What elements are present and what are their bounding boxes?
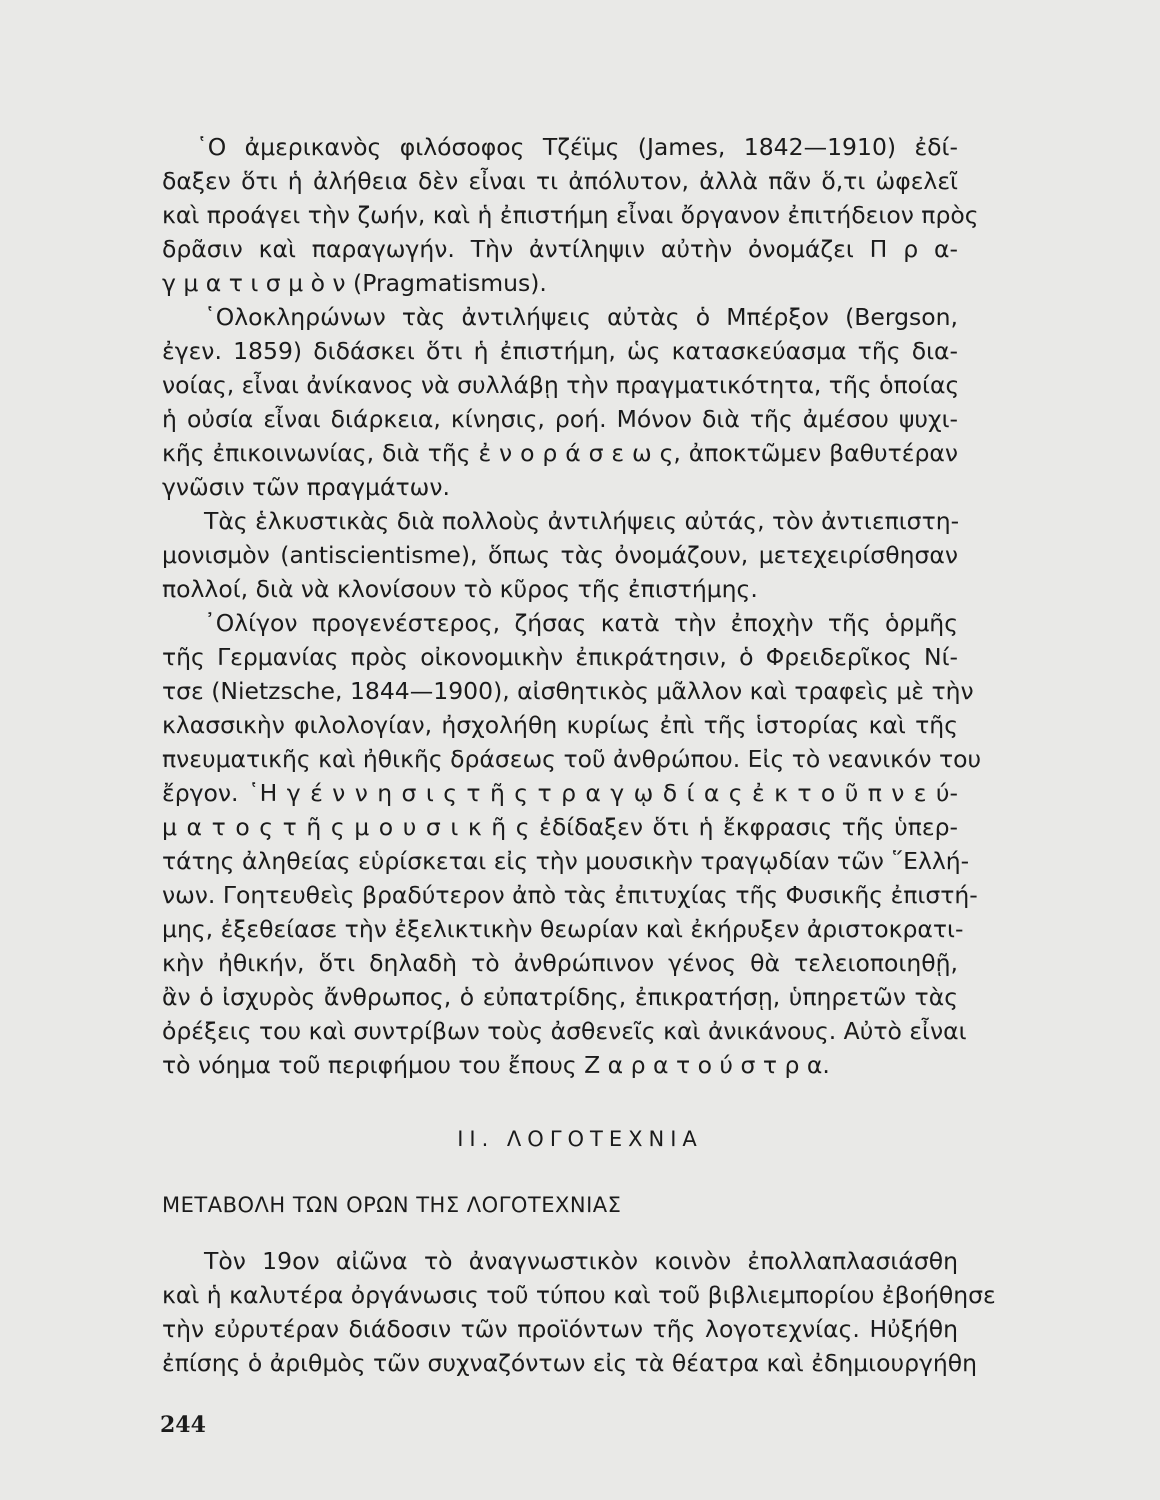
text-line: καὶ προάγει τὴν ζωήν, καὶ ἡ ἐπιστήμη εἶναι ὄργανον ἐπιτήδειον πρὸς bbox=[162, 201, 979, 229]
text-line: ῾Ολοκληρώνων τὰς ἀντιλήψεις αὐτὰς ὁ Μπέρξον (Bergson, bbox=[204, 303, 958, 331]
text-line: ἐγεν. 1859) διδάσκει ὅτι ἡ ἐπιστήμη, ὡς κατασκεύασμα τῆς δια- bbox=[162, 337, 958, 365]
text-line: πνευματικῆς καὶ ἠθικῆς δράσεως τοῦ ἀνθρώπου. Εἰς τὸ νεανικόν του bbox=[162, 745, 982, 773]
text-line: ἂν ὁ ἰσχυρὸς ἄνθρωπος, ὁ εὐπατρίδης, ἐπικρατήσῃ, ὑπηρετῶν τὰς bbox=[162, 983, 958, 1011]
text-line: τσε (Nietzsche, 1844—1900), αἰσθητικὸς μᾶλλον καὶ τραφεὶς μὲ τὴν bbox=[162, 677, 974, 705]
text-line: Τὸν 19ον αἰῶνα τὸ ἀναγνωστικὸν κοινὸν ἐπολλαπλασιάσθη bbox=[204, 1247, 958, 1275]
text-line: ἡ οὐσία εἶναι διάρκεια, κίνησις, ροή. Μόνον διὰ τῆς ἀμέσου ψυχι- bbox=[162, 405, 958, 433]
text-line: τῆς Γερμανίας πρὸς οἰκονομικὴν ἐπικράτησιν, ὁ Φρειδερῖκος Νί- bbox=[162, 643, 958, 671]
text-line: ἐπίσης ὁ ἀριθμὸς τῶν συχναζόντων εἰς τὰ θέατρα καὶ ἐδημιουργήθη bbox=[162, 1349, 978, 1377]
text-line: κῆς ἐπικοινωνίας, διὰ τῆς ἐ ν ο ρ ά σ ε ω ς, ἀποκτῶμεν βαθυτέραν bbox=[162, 439, 958, 467]
page-number: 244 bbox=[160, 1412, 206, 1438]
text-line: πολλοί, διὰ νὰ κλονίσουν τὸ κῦρος τῆς ἐπιστήμης. bbox=[162, 575, 758, 603]
text-line: γ μ α τ ι σ μ ὸ ν (Pragmatismus). bbox=[162, 269, 547, 297]
text-line: δρᾶσιν καὶ παραγωγήν. Τὴν ἀντίληψιν αὐτὴν ὀνομάζει Π ρ α- bbox=[162, 235, 958, 263]
text-line: καὶ ἡ καλυτέρα ὀργάνωσις τοῦ τύπου καὶ τοῦ βιβλιεμπορίου ἐβοήθησε bbox=[162, 1281, 996, 1309]
text-line: νων. Γοητευθεὶς βραδύτερον ἀπὸ τὰς ἐπιτυχίας τῆς Φυσικῆς ἐπιστή- bbox=[162, 881, 978, 909]
text-line: ῾Ο ἀμερικανὸς φιλόσοφος Τζέϊμς (James, 1842—1910) ἐδί- bbox=[196, 133, 958, 161]
section-heading: II. ΛΟΓΟΤΕΧΝΙΑ bbox=[457, 1127, 703, 1151]
text-line: μης, ἐξεθείασε τὴν ἐξελικτικὴν θεωρίαν καὶ ἐκήρυξεν ἀριστοκρατι- bbox=[162, 915, 964, 943]
text-line: νοίας, εἶναι ἀνίκανος νὰ συλλάβῃ τὴν πραγματικότητα, τῆς ὁποίας bbox=[162, 371, 960, 399]
text-line: ὀρέξεις του καὶ συντρίβων τοὺς ἀσθενεῖς καὶ ἀνικάνους. Αὐτὸ εἶναι bbox=[162, 1017, 967, 1045]
text-line: κλασσικὴν φιλολογίαν, ἠσχολήθη κυρίως ἐπὶ τῆς ἱστορίας καὶ τῆς bbox=[162, 711, 958, 739]
text-line: δαξεν ὅτι ἡ ἀλήθεια δὲν εἶναι τι ἀπόλυτον, ἀλλὰ πᾶν ὅ,τι ὠφελεῖ bbox=[162, 167, 958, 195]
text-line: κὴν ἠθικήν, ὅτι δηλαδὴ τὸ ἀνθρώπινον γένος θὰ τελειοποιηθῇ, bbox=[162, 949, 958, 977]
text-line: γνῶσιν τῶν πραγμάτων. bbox=[162, 473, 450, 501]
text-line: ἔργον. ῾Η γ έ ν ν η σ ι ς τ ῆ ς τ ρ α γ ῳ δ ί α ς ἐ κ τ ο ῦ π ν ε ύ- bbox=[162, 779, 958, 807]
text-line: τὸ νόημα τοῦ περιφήμου του ἔπους Ζ α ρ α τ ο ύ σ τ ρ α. bbox=[162, 1051, 830, 1079]
text-line: Τὰς ἑλκυστικὰς διὰ πολλοὺς ἀντιλήψεις αὐτάς, τὸν ἀντιεπιστη- bbox=[204, 507, 960, 535]
text-line: μονισμὸν (antiscientisme), ὅπως τὰς ὀνομάζουν, μετεχειρίσθησαν bbox=[162, 541, 958, 569]
text-line: τάτης ἀληθείας εὑρίσκεται εἰς τὴν μουσικὴν τραγῳδίαν τῶν ῞Ελλή- bbox=[162, 847, 970, 875]
text-line: μ α τ ο ς τ ῆ ς μ ο υ σ ι κ ῆ ς ἐδίδαξεν ὅτι ἡ ἔκφρασις τῆς ὑπερ- bbox=[162, 813, 958, 841]
text-line: τὴν εὐρυτέραν διάδοσιν τῶν προϊόντων τῆς λογοτεχνίας. Ηὐξήθη bbox=[162, 1315, 958, 1343]
text-line: ᾿Ολίγον προγενέστερος, ζήσας κατὰ τὴν ἐποχὴν τῆς ὁρμῆς bbox=[204, 609, 958, 637]
section-subheading: ΜΕΤΑΒΟΛΗ ΤΩΝ ΟΡΩΝ ΤΗΣ ΛΟΓΟΤΕΧΝΙΑΣ bbox=[162, 1193, 622, 1217]
